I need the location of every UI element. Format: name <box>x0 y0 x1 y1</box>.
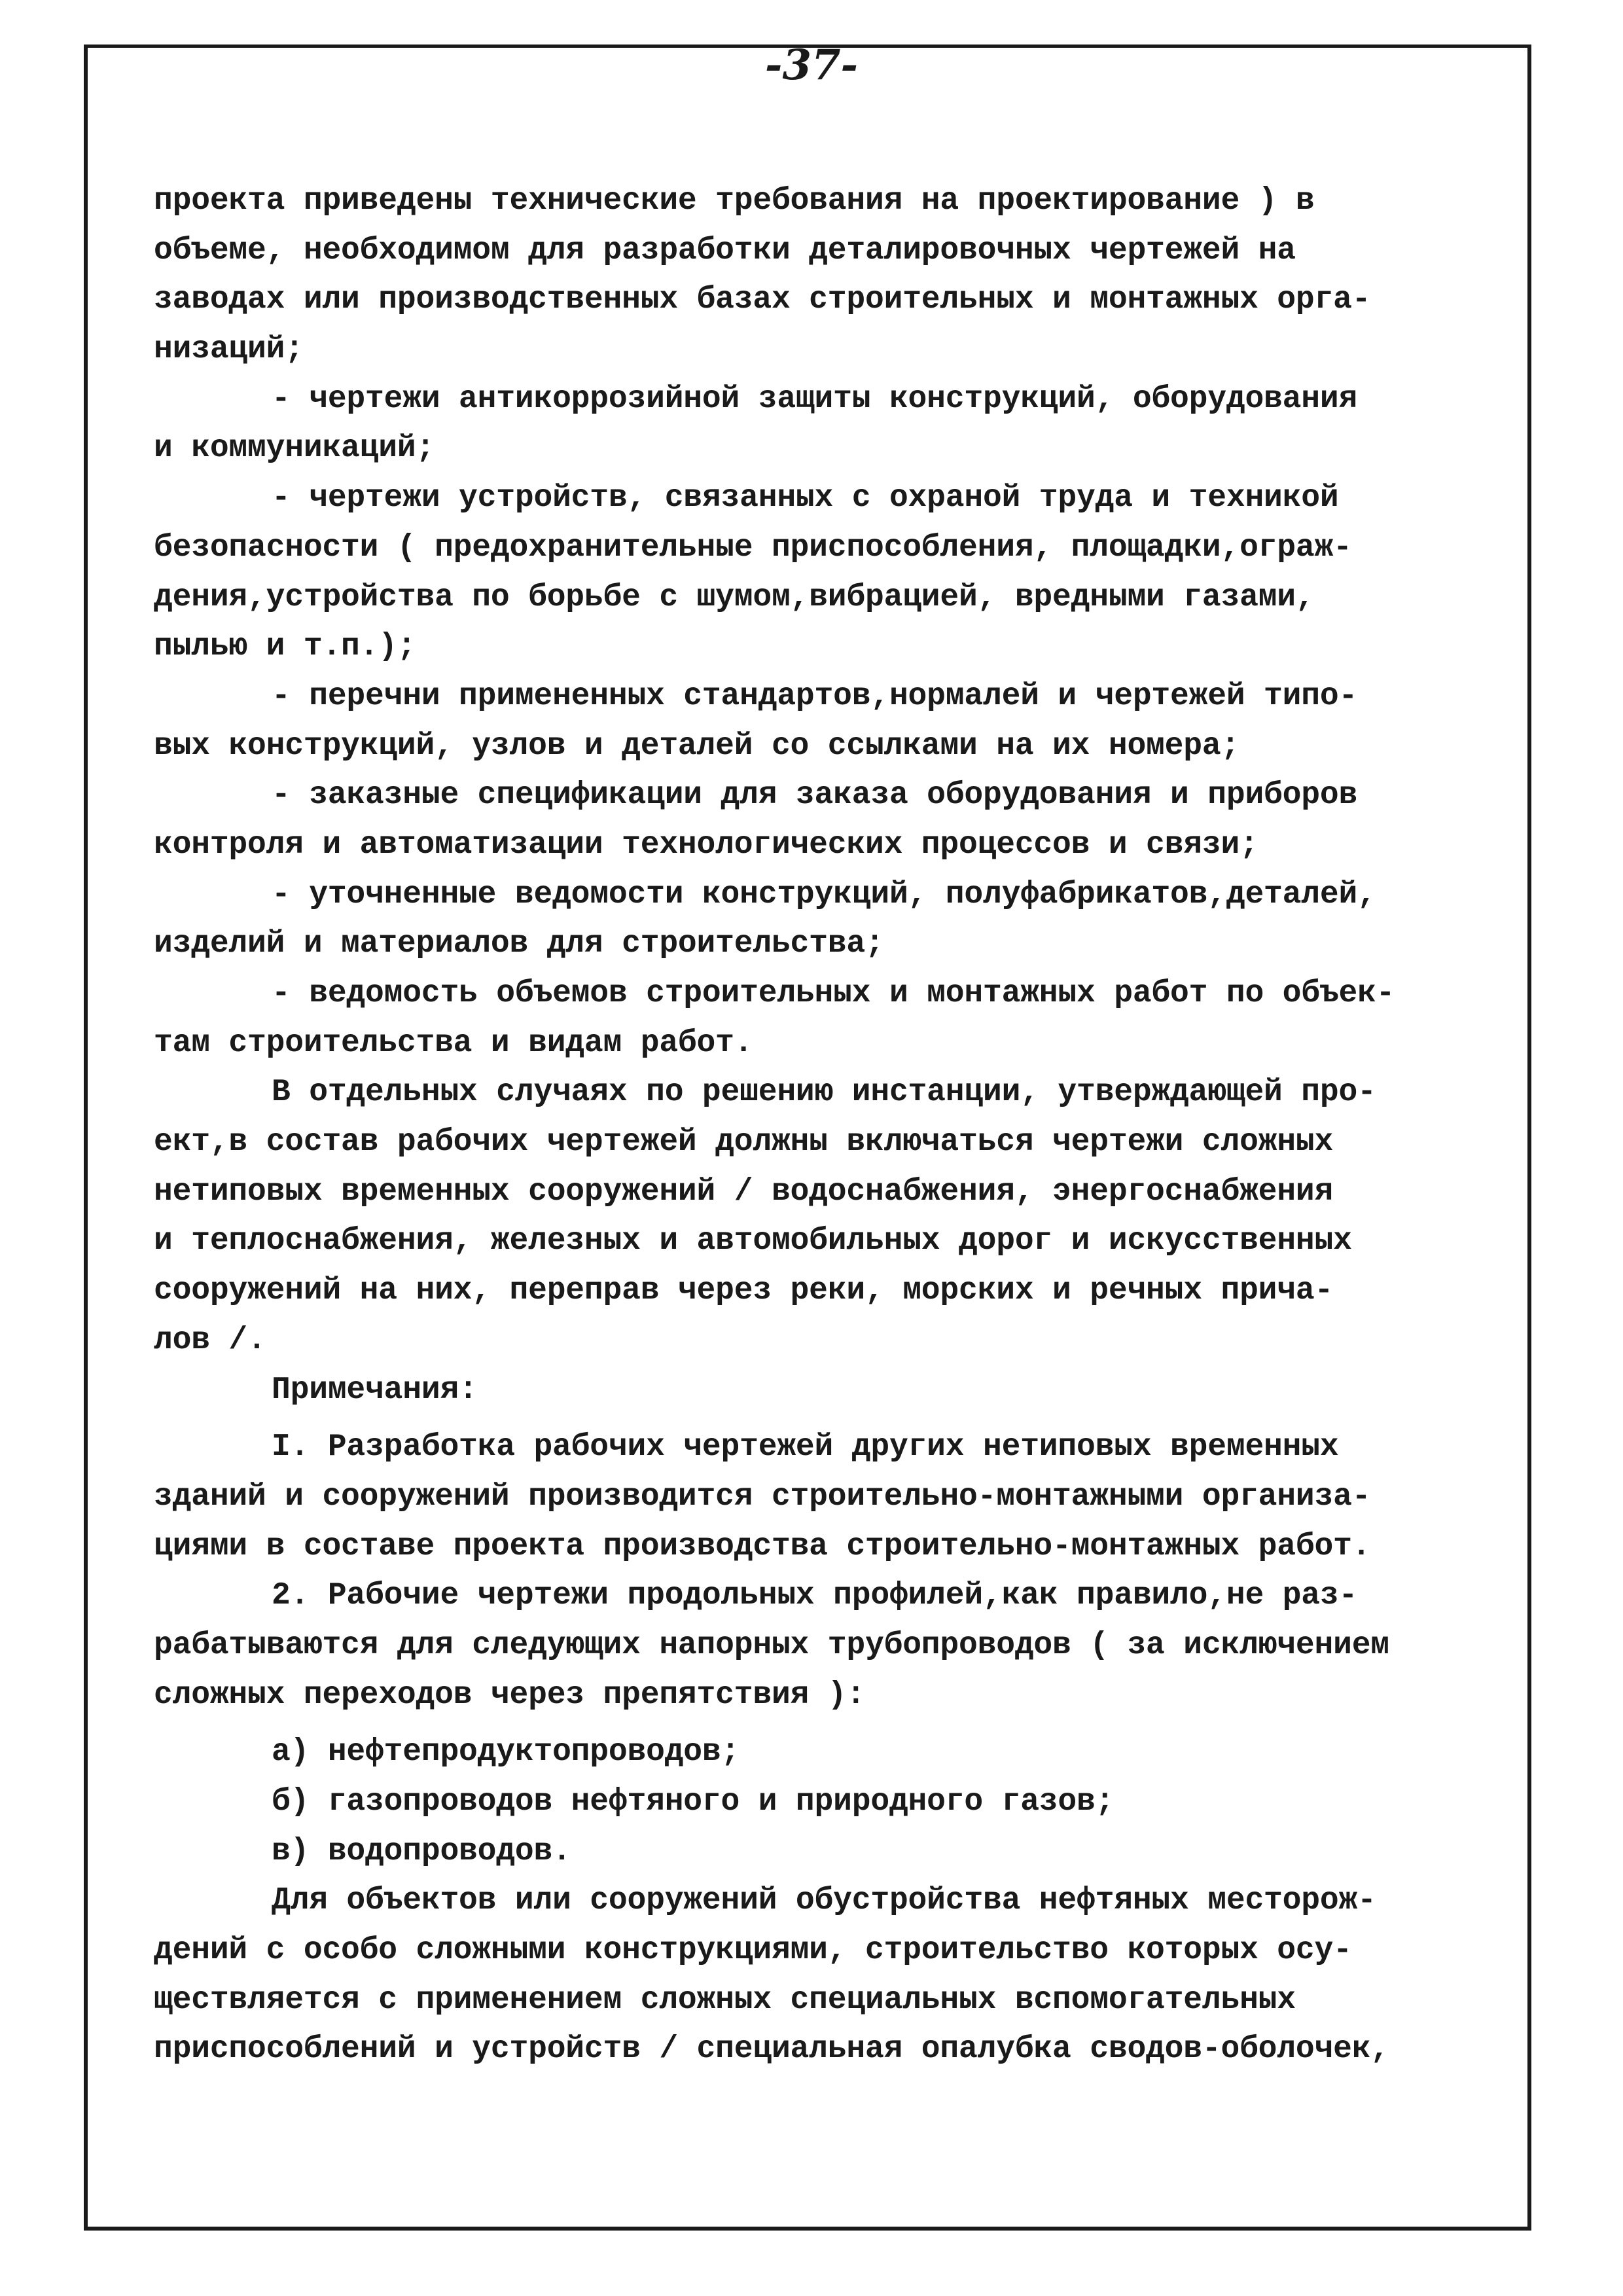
text-line: - чертежи антикоррозийной защиты конструкций, оборудования <box>272 381 1358 417</box>
text-line: дения,устройства по борьбе с шумом,вибрацией, вредными газами, <box>154 579 1315 615</box>
text-line: нетиповых временных сооружений / водоснабжения, энергоснабжения <box>154 1174 1334 1210</box>
text-line: лов /. <box>154 1322 266 1358</box>
document-body <box>154 177 1515 2075</box>
text-line: безопасности ( предохранительные приспособления, площадки,ограж- <box>154 529 1352 565</box>
text-line: Для объектов или сооружений обустройства нефтяных месторож- <box>272 1883 1376 1919</box>
text-line: В отдельных случаях по решению инстанции, утверждающей про- <box>272 1075 1376 1111</box>
text-line: там строительства и видам работ. <box>154 1025 753 1061</box>
text-line: сложных переходов через препятствия ): <box>154 1677 865 1713</box>
text-line: и коммуникаций; <box>154 431 435 467</box>
text-line: сооружений на них, переправ через реки, морских и речных прича- <box>154 1273 1334 1309</box>
text-line: ществляется с применением сложных специальных вспомогательных <box>154 1982 1296 2018</box>
text-line: - перечни примененных стандартов,нормалей и чертежей типо- <box>272 678 1358 714</box>
text-line: Примечания: <box>272 1372 478 1408</box>
text-line: ект,в состав рабочих чертежей должны включаться чертежи сложных <box>154 1124 1334 1160</box>
text-line: б) газопроводов нефтяного и природного газов; <box>272 1784 1115 1820</box>
text-line: низаций; <box>154 332 304 368</box>
text-line: зданий и сооружений производится строительно-монтажными организа- <box>154 1479 1371 1515</box>
text-line: дений с особо сложными конструкциями, строительство которых осу- <box>154 1933 1352 1969</box>
text-line: I. Разработка рабочих чертежей других нетиповых временных <box>272 1429 1339 1465</box>
text-line: циями в составе проекта производства строительно-монтажных работ. <box>154 1528 1371 1564</box>
text-line: проекта приведены технические требования на проектирование ) в <box>154 183 1315 219</box>
text-line: контроля и автоматизации технологических процессов и связи; <box>154 827 1258 863</box>
text-line: объеме, необходимом для разработки деталировочных чертежей на <box>154 232 1296 268</box>
text-line: заводах или производственных базах строительных и монтажных орга- <box>154 282 1371 318</box>
text-line: 2. Рабочие чертежи продольных профилей,как правило,не раз- <box>272 1578 1358 1614</box>
text-line: изделий и материалов для строительства; <box>154 926 884 962</box>
text-line: а) нефтепродуктопроводов; <box>272 1734 740 1770</box>
text-line: - чертежи устройств, связанных с охраной труда и техникой <box>272 480 1339 516</box>
page-number: -37- <box>764 41 859 90</box>
text-line: вых конструкций, узлов и деталей со ссылками на их номера; <box>154 728 1240 764</box>
text-line: пылью и т.п.); <box>154 629 416 665</box>
text-line: в) водопроводов. <box>272 1833 571 1869</box>
text-line: и теплоснабжения, железных и автомобильных дорог и искусственных <box>154 1223 1352 1259</box>
text-line: рабатываются для следующих напорных трубопроводов ( за исключением <box>154 1627 1389 1663</box>
text-line: - ведомость объемов строительных и монтажных работ по объек- <box>272 976 1395 1011</box>
text-line: - уточненные ведомости конструкций, полуфабрикатов,деталей, <box>272 876 1376 912</box>
text-line: приспособлений и устройств / специальная опалубка сводов-оболочек, <box>154 2032 1389 2068</box>
text-line: - заказные спецификации для заказа оборудования и приборов <box>272 778 1358 814</box>
